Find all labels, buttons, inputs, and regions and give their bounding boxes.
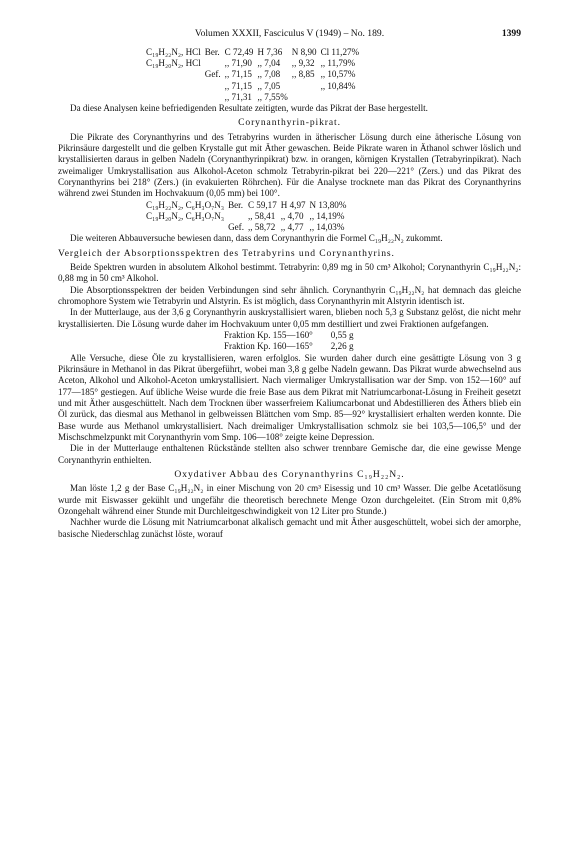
table-cell: ,, 71,31 [224, 91, 252, 102]
table-cell [292, 81, 321, 92]
table-cell [146, 81, 205, 92]
table-cell: ,, 4,70 [280, 210, 304, 221]
paragraph-analyses-note: Da diese Analysen keine befriedigenden Resultate zeitigten, wurde das Pikrat der Base hergestellt. [70, 103, 428, 114]
table-cell: Gef. [228, 222, 244, 233]
table-cell: 0,55 g [330, 330, 354, 341]
analysis-row [146, 81, 363, 92]
table-cell [292, 92, 321, 103]
table-cell [205, 92, 225, 103]
table-cell [146, 69, 205, 80]
analysis-table-1 [146, 47, 363, 103]
table-cell: Fraktion Kp. 155—160° [224, 330, 313, 341]
table-cell: N 13,80% [309, 199, 347, 210]
table-cell: Fraktion Kp. 160—165° [224, 341, 313, 352]
table-cell: C₁₉H₂₂N₂, C₆H₃O₇N₃ [146, 199, 225, 210]
table-cell: 2,26 g [330, 341, 354, 352]
analysis-table-2 [146, 200, 350, 234]
page-number: 1399 [501, 28, 521, 39]
page-body [58, 47, 521, 540]
table-cell [205, 81, 225, 92]
table-cell: ,, 14,03% [309, 222, 345, 233]
table-cell: ,, 71,15 [224, 69, 252, 80]
fractions-table [224, 330, 372, 352]
table-cell: H 4,97 [280, 199, 306, 210]
analysis-row [146, 47, 363, 58]
table-cell: C₁₉H₂₀N₂, HCl [146, 58, 201, 69]
table-cell [146, 222, 228, 233]
analysis-row [146, 200, 350, 211]
table-cell: Ber. [204, 47, 220, 57]
table-cell: Gef. [204, 69, 221, 80]
table-cell: ,, 7,08 [257, 69, 281, 80]
table-cell: C 59,17 [247, 199, 277, 210]
analysis-row [146, 222, 350, 233]
paragraph-abbau: Die weiteren Abbauversuche bewiesen dann, dass dem Corynanthyrin die Formel C₁₉H₂₂N₂ zukommt. [70, 233, 443, 244]
table-cell: N 8,90 [291, 47, 317, 57]
analysis-row [146, 92, 363, 103]
table-cell: ,, 14,19% [309, 210, 345, 221]
table-cell: C₁₉H₂₀N₂, C₆H₃O₇N₃ [146, 210, 225, 221]
table-cell [228, 211, 248, 222]
section-heading-vergleich: Vergleich der Absorptionsspektren des Tetrabyrins und Corynanthyrins. [58, 247, 395, 259]
fraction-row [224, 330, 372, 341]
table-cell: ,, 10,84% [320, 80, 356, 91]
table-cell: ,, 11,79% [320, 58, 356, 69]
table-cell: ,, 9,32 [291, 58, 315, 69]
table-cell: C₁₉H₂₂N₂, HCl [146, 47, 201, 57]
analysis-row [146, 69, 363, 80]
paragraph-pikrat: Die Pikrate des Corynanthyrins und des Tetrabyrins wurden in ätherischer Lösung durch eine ätherische Lösung von Pikrinsäure dargestellt und die gelben Krystalle gut mit Äther gewaschen. Beide Pikrate waren in Äthanol schwer löslich und krystallisierten daraus in gelben Nadeln (Corynanthyrinpikrat) bzw. in orangen, körnigen Krystallen (Tetrabyrinpikrat). Nach zweimaliger Umkrystallisation aus Alkohol-Aceton schmolz Tetrabyrin-pikrat bei 220—221° (Zers.) und das Pikrat des Corynanthyrins bei 218° (Zers.) (in evakuierten Röhrchen). Für die Analyse trocknete man das Pikrat des Corynanthyrins während zwei Stunden im Hochvakuum (0,05 mm) bei 100°. [58, 131, 521, 199]
table-cell: ,, 7,05 [257, 80, 281, 91]
running-title: Volumen XXXII, Fasciculus V (1949) – No. 189. [194, 28, 385, 39]
table-cell: ,, 58,72 [247, 222, 276, 233]
table-cell: ,, 7,04 [257, 58, 281, 69]
paragraph-spektren: Beide Spektren wurden in absolutem Alkohol bestimmt. Tetrabyrin: 0,89 mg in 50 cm³ Alkohol; Corynanthyrin C₁₉H₂₂N₂: 0,88 mg in 50 cm³ Alkohol. [58, 262, 521, 284]
table-cell: ,, 8,85 [291, 69, 315, 80]
table-cell: ,, 7,55% [257, 91, 288, 102]
table-cell: ,, 58,41 [247, 210, 276, 221]
table-cell: ,, 10,57% [320, 69, 356, 80]
table-cell: ,, 4,77 [280, 222, 304, 233]
table-cell [146, 92, 205, 103]
paragraph-absorption: Die Absorptionsspektren der beiden Verbindungen sind sehr ähnlich. Corynanthyrin C₁₉H₂₂N₂ hat demnach das gleiche chromophore System wie Tetrabyrin und Alstyrin. Es ist möglich, dass Corynanthyrin mit Alstyrin identisch ist. [58, 284, 521, 307]
paragraph-mutterlauge: In der Mutterlauge, aus der 3,6 g Corynanthyrin auskrystallisiert waren, blieben noch 5,3 g Substanz gelöst, die nicht mehr krystallisierten. Die Lösung wurde daher im Hochvakuum unter 0,05 mm destilliert und zwei Fraktionen aufgefangen. [58, 307, 521, 329]
section-heading-oxydativ: Oxydativer Abbau des Corynanthyrins C₁₉H₂₂N₂. [174, 468, 405, 480]
table-cell: C 72,49 [224, 47, 254, 57]
fraction-row [224, 341, 372, 352]
running-header [58, 28, 521, 39]
paragraph-nachher: Nachher wurde die Lösung mit Natriumcarbonat alkalisch gemacht und mit Äther ausgeschüttelt, wobei sich der amorphe, basische Niederschlag zunächst löste, worauf [58, 517, 521, 539]
table-cell: Ber. [228, 199, 243, 210]
analysis-row [146, 211, 350, 222]
section-heading-pikrat: Corynanthyrin-pikrat. [238, 117, 341, 129]
table-cell [321, 92, 364, 103]
paragraph-rueckstaende: Die in der Mutterlauge enthaltenen Rückstände stellten also schwer trennbare Gemische dar, die eine gewisse Menge Corynanthyrin enthielten. [58, 443, 521, 465]
paragraph-versuche: Alle Versuche, diese Öle zu krystallisieren, waren erfolglos. Sie wurden daher durch eine gesättigte Lösung von 3 g Pikrinsäure in Methanol in das Pikrat übergeführt, wobei man 3,8 g gelbe Nadeln gewann. Das Pikrat wurde abwechselnd aus Aceton, Alkohol und Alkohol-Aceton umkrystallisiert. Nach viermaliger Umkrystallisation war der Smp. von 152—160° auf 177—185° gestiegen. Auf übliche Weise wurde die freie Base aus dem Pikrat mit Natriumcarbonat-Lösung in Freiheit gesetzt und mit Äther ausgeschüttelt. Nach dem Trocknen über wasserfreiem Kaliumcarbonat und Abdestillieren des Äthers blieb ein Öl zurück, das diesmal aus Methanol in gelbweissen Blättchen vom Smp. 85—92° krystallisiert erhalten werden konnte. Die Base wurde aus Methanol umkrystallisiert. Nach dreimaliger Umkrystallisation schmolz sie bei 103,5—106,5° und der Mischschmelzpunkt mit Corynanthyrin vom Smp. 106—108° zeigte keine Depression. [58, 352, 521, 442]
analysis-row [146, 58, 363, 69]
table-cell [205, 58, 225, 69]
table-cell: Cl 11,27% [320, 47, 360, 57]
paragraph-ozon: Man löste 1,2 g der Base C₁₉H₂₂N₂ in einer Mischung von 20 cm³ Eisessig und 10 cm³ Wasser. Die gelbe Acetatlösung wurde mit Eiswasser gekühlt und ungefähr die theoretisch berechnete Menge Ozon durchgeleitet. (Ein Strom mit 0,8% Ozongehalt während einer Stunde mit Durchleitgeschwindigkeit von 12 Liter pro Stunde.) [58, 483, 521, 516]
table-cell: H 7,36 [257, 47, 283, 57]
table-cell: ,, 71,90 [224, 58, 252, 69]
table-cell: ,, 71,15 [224, 80, 252, 91]
